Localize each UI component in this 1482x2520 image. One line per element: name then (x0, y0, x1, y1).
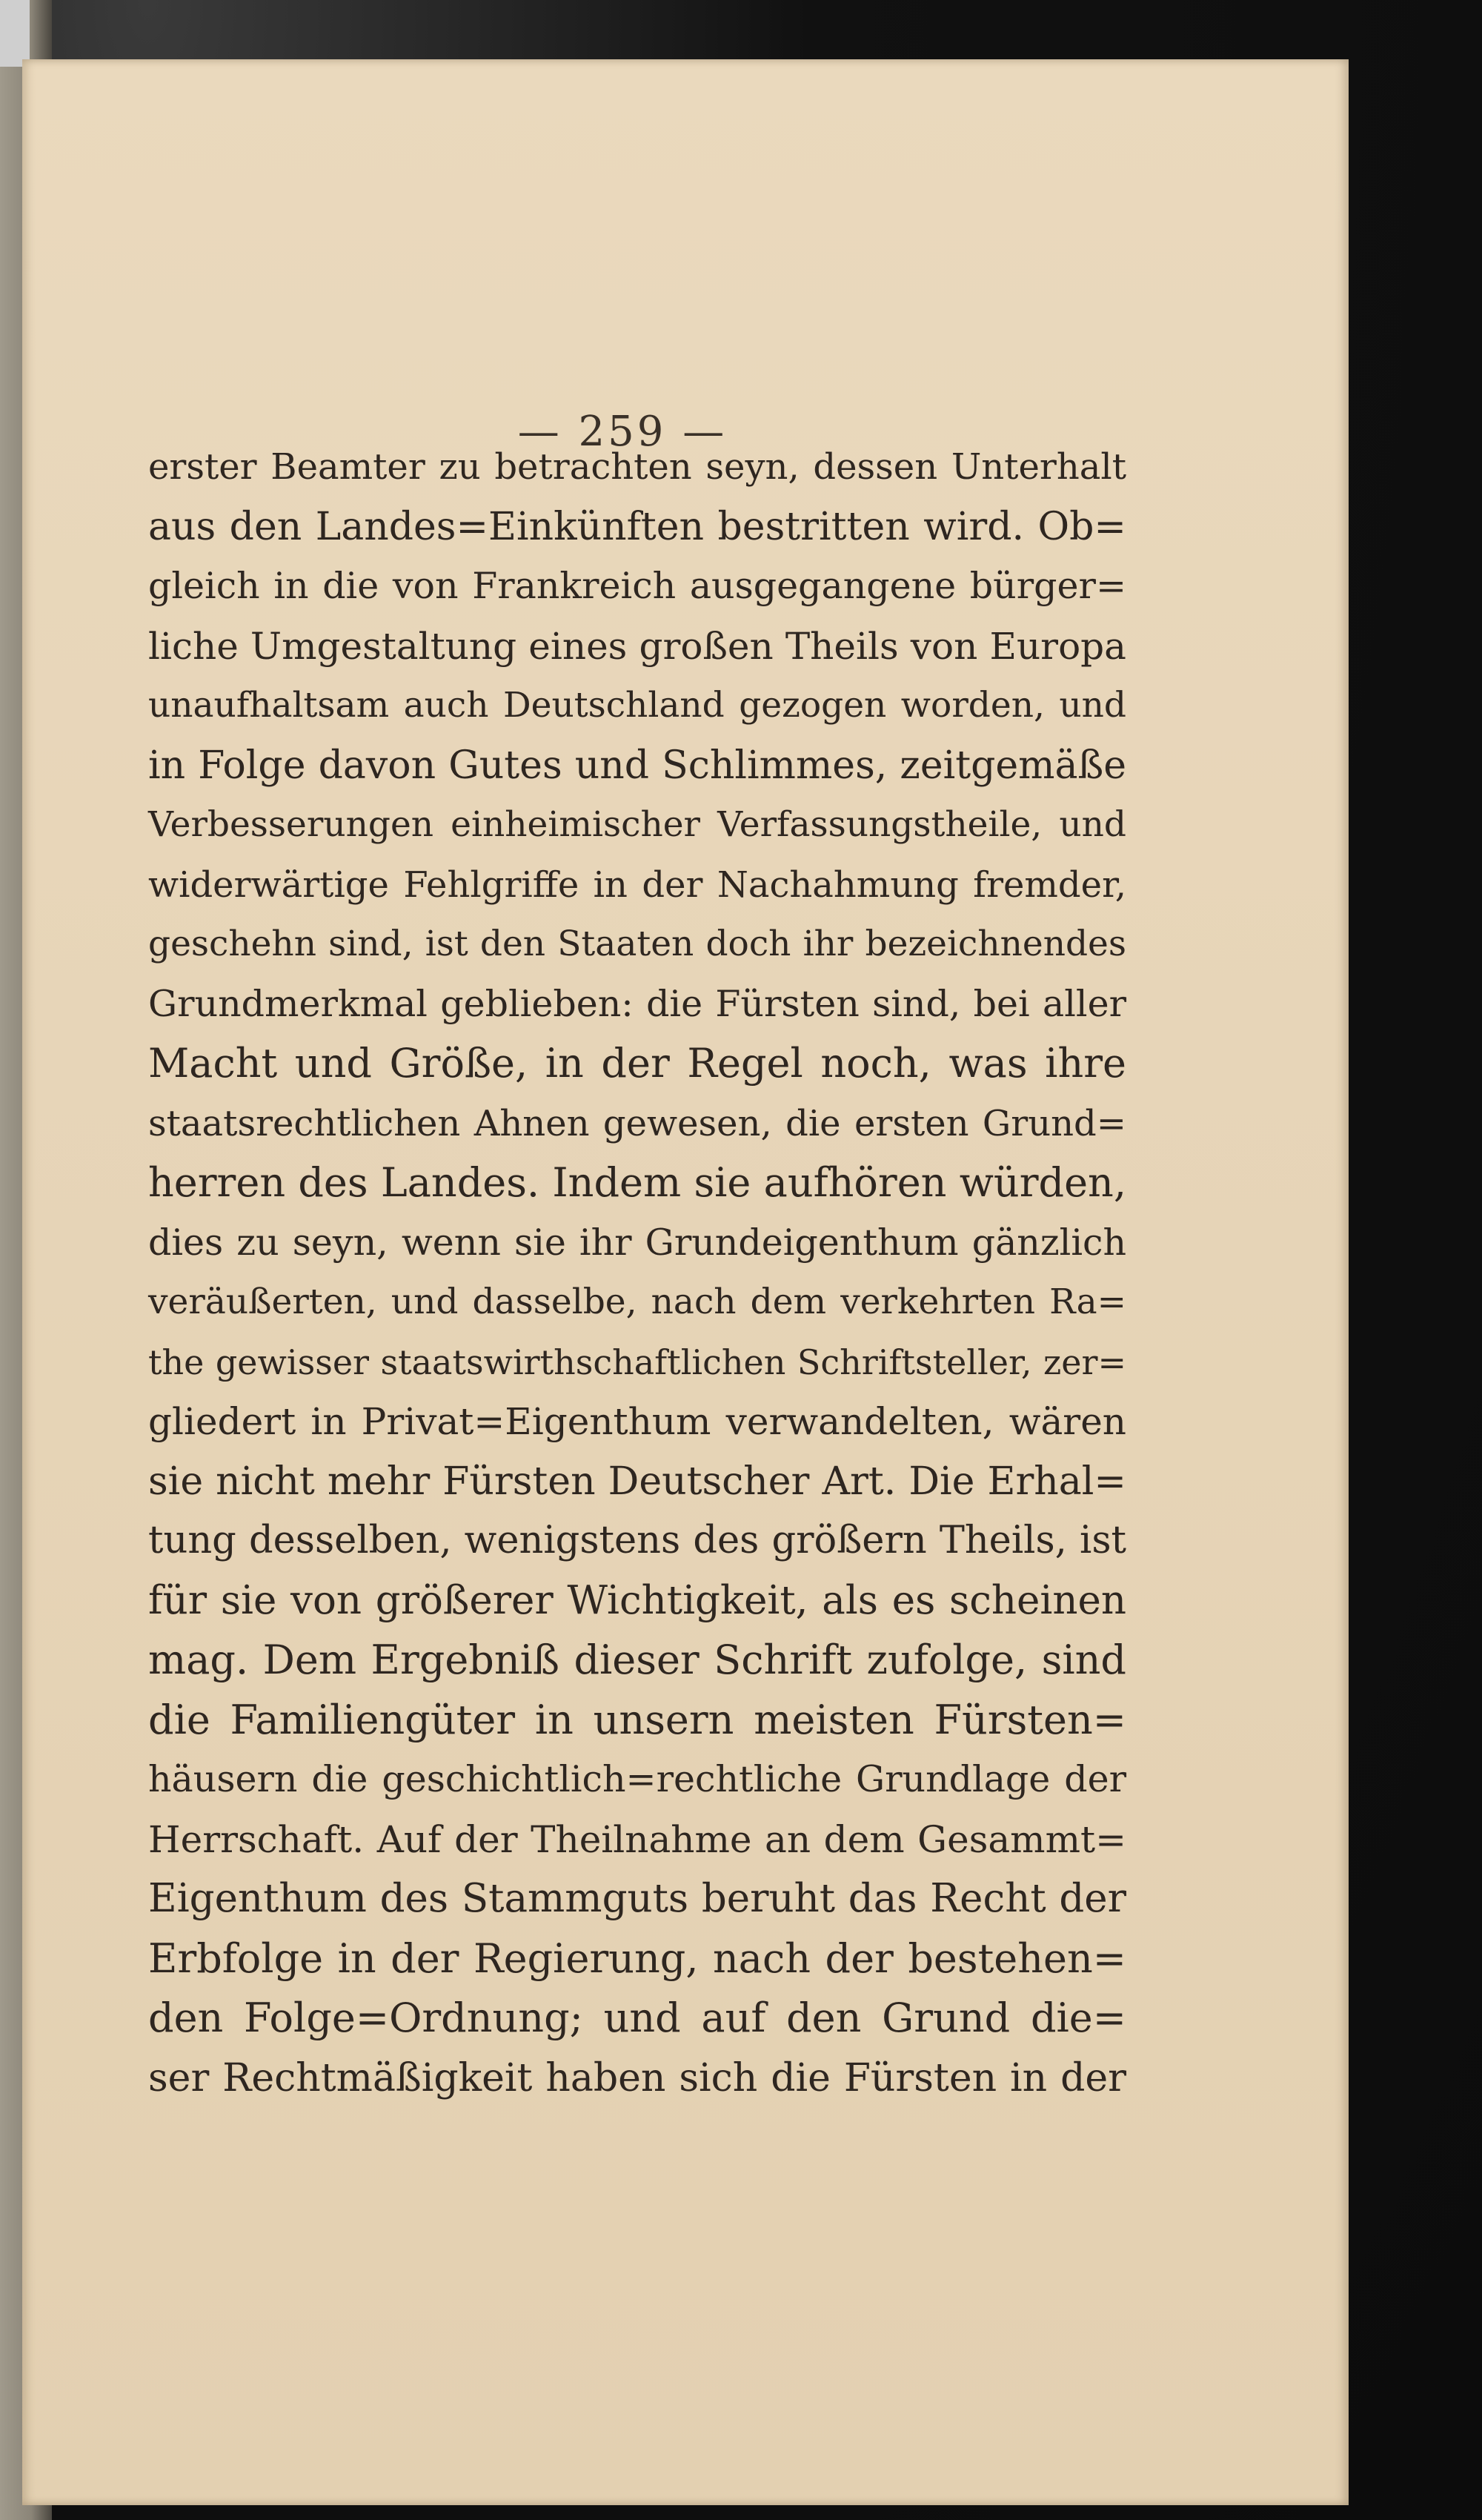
text-line: Eigenthum des Stammguts beruht das Recht der (148, 1876, 1126, 1921)
text-line: gliedert in Privat=Eigenthum verwandelten, wären (148, 1400, 1126, 1443)
text-line: häusern die geschichtlich=rechtliche Grundlage der (148, 1758, 1126, 1800)
text-line: Verbesserungen einheimischer Verfassungstheile, und (148, 804, 1126, 845)
text-line: sie nicht mehr Fürsten Deutscher Art. Die Erhal= (148, 1459, 1126, 1504)
text-line: die Familiengüter in unsern meisten Fürsten= (148, 1696, 1126, 1743)
text-line: Macht und Größe, in der Regel noch, was ihre (148, 1040, 1126, 1087)
text-line: den Folge=Ordnung; und auf den Grund die= (148, 1995, 1126, 2041)
text-line: mag. Dem Ergebniß dieser Schrift zufolge, sind (148, 1637, 1126, 1683)
text-line: staatsrechtlichen Ahnen gewesen, die ersten Grund= (148, 1102, 1126, 1144)
text-line: veräußerten, und dasselbe, nach dem verkehrten Ra= (148, 1281, 1126, 1322)
page-number: — 259 — (517, 408, 728, 456)
text-line: the gewisser staatswirthschaftlichen Schriftsteller, zer= (148, 1342, 1126, 1382)
text-line: aus den Landes=Einkünften bestritten wird. Ob= (148, 504, 1126, 549)
text-line: Grundmerkmal geblieben: die Fürsten sind, bei aller (148, 982, 1126, 1025)
text-line: erster Beamter zu betrachten seyn, dessen Unterhalt (148, 446, 1126, 488)
text-line: für sie von größerer Wichtigkeit, als es scheinen (148, 1577, 1126, 1623)
text-line: herren des Landes. Indem sie aufhören würden, (148, 1159, 1126, 1206)
text-line: dies zu seyn, wenn sie ihr Grundeigenthum gänzlich (148, 1221, 1126, 1264)
text-line: in Folge davon Gutes und Schlimmes, zeitgemäße (148, 743, 1126, 788)
text-line: Herrschaft. Auf der Theilnahme an dem Gesammt= (148, 1817, 1126, 1861)
corner-patch (0, 0, 30, 67)
text-line: liche Umgestaltung eines großen Theils von Europa (148, 624, 1126, 668)
text-line: Erbfolge in der Regierung, nach der bestehen= (148, 1934, 1126, 1982)
text-line: unaufhaltsam auch Deutschland gezogen worden, und (148, 685, 1126, 726)
text-line: tung desselben, wenigstens des größern Theils, ist (148, 1519, 1126, 1562)
body-text (148, 437, 1126, 2108)
text-line: widerwärtige Fehlgriffe in der Nachahmung fremder, (148, 863, 1126, 906)
text-line: ser Rechtmäßigkeit haben sich die Fürsten in der (148, 2055, 1126, 2100)
text-line: gleich in die von Frankreich ausgegangene bürger= (148, 565, 1126, 607)
text-line: geschehn sind, ist den Staaten doch ihr bezeichnendes (148, 924, 1126, 964)
